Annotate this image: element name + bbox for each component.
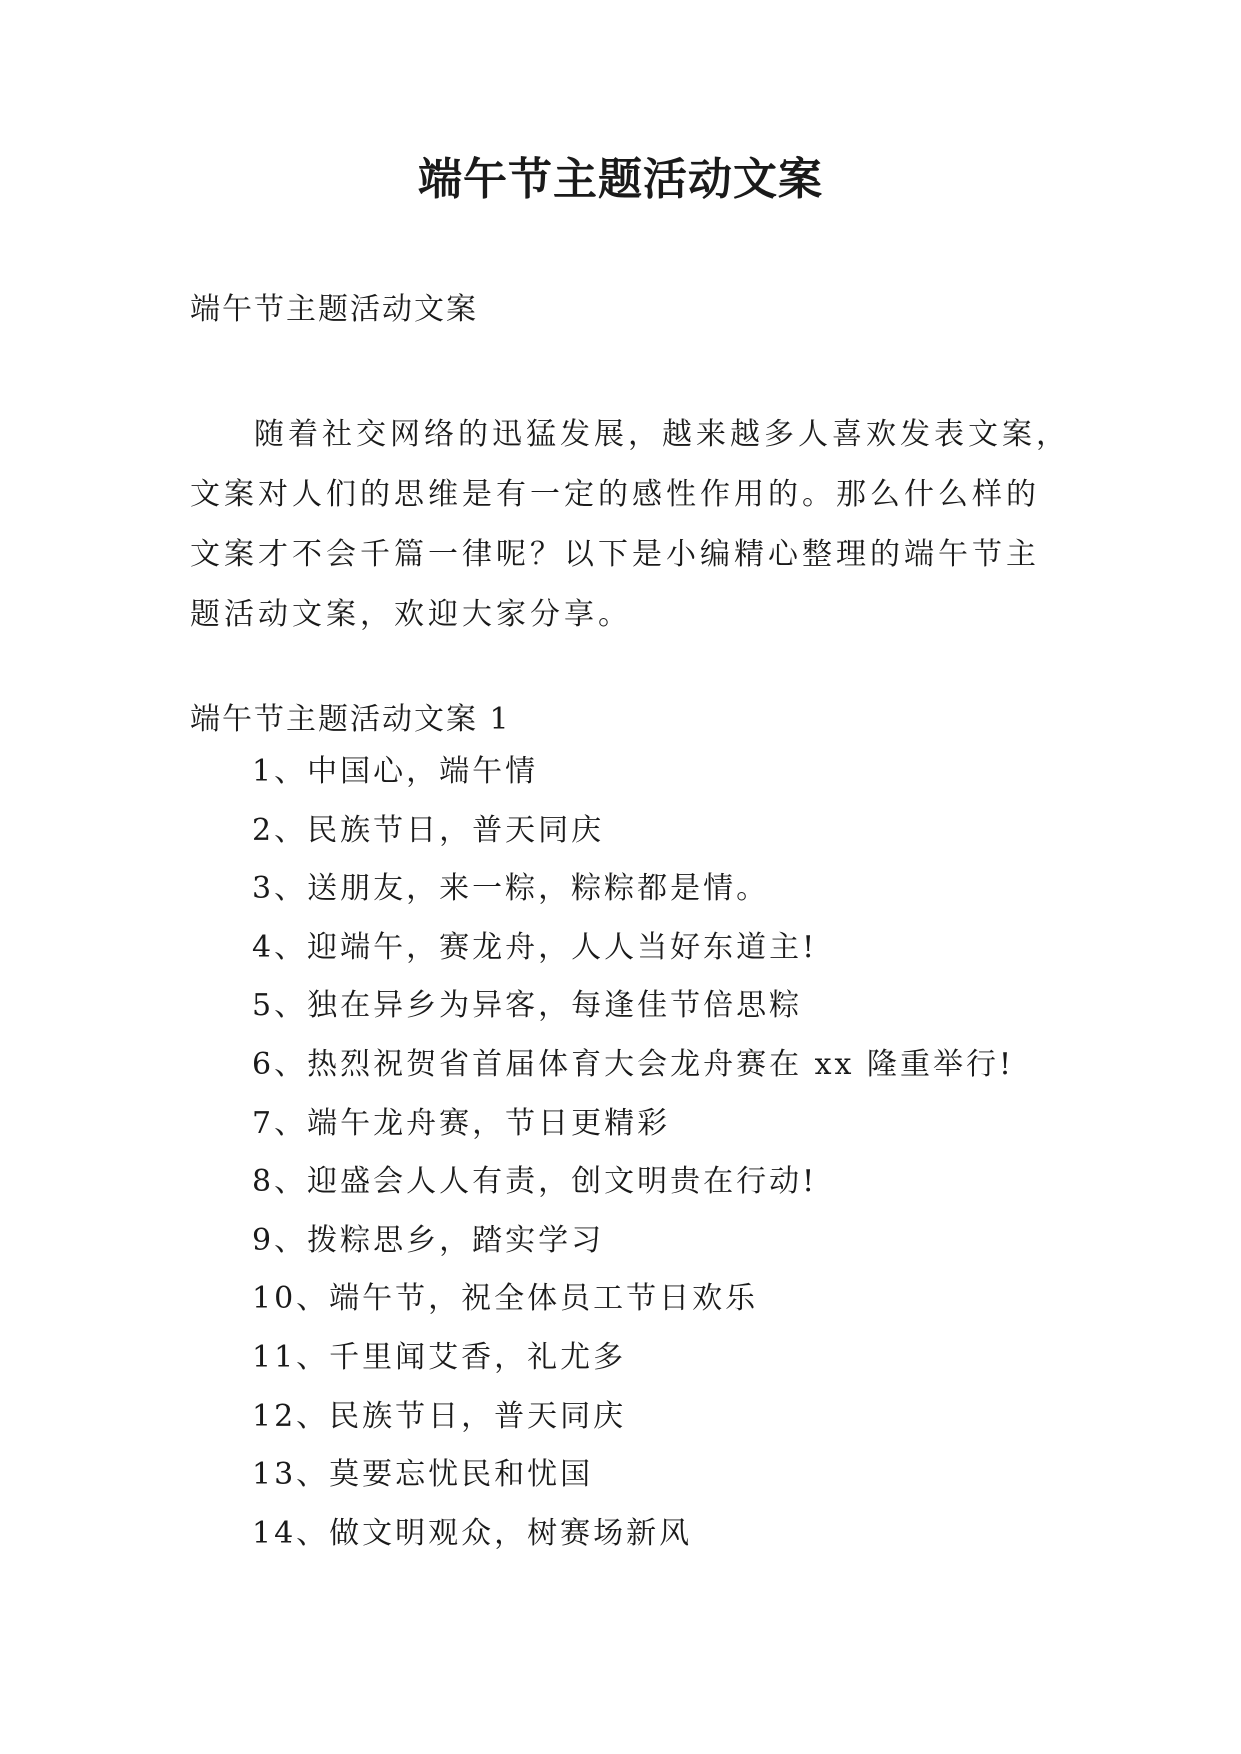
list-item: 13、莫要忘忧民和忧国 xyxy=(252,1457,594,1493)
list-item: 1、中国心，端午情 xyxy=(252,754,539,789)
list-item: 7、端午龙舟赛，节日更精彩 xyxy=(252,1105,671,1141)
list-item: 3、送朋友，来一粽，粽粽都是情。 xyxy=(252,871,770,907)
list-item: 5、独在异乡为异客，每逢佳节倍思粽 xyxy=(252,988,803,1024)
list-item: 8、迎盛会人人有责，创文明贵在行动! xyxy=(252,1164,818,1200)
section-heading: 端午节主题活动文案 1 xyxy=(190,702,511,737)
list-item: 10、端午节，祝全体员工节日欢乐 xyxy=(252,1281,759,1317)
list-item: 6、热烈祝贺省首届体育大会龙舟赛在 xx 隆重举行! xyxy=(252,1046,1015,1082)
document-subtitle: 端午节主题活动文案 xyxy=(190,292,478,327)
list-item: 4、迎端午，赛龙舟，人人当好东道主! xyxy=(252,929,818,965)
list-item: 12、民族节日，普天同庆 xyxy=(252,1398,627,1434)
list-item: 9、拨粽思乡，踏实学习 xyxy=(252,1222,605,1258)
list-item: 2、民族节日，普天同庆 xyxy=(252,812,605,848)
intro-paragraph: 随着社交网络的迅猛发展，越来越多人喜欢发表文案，文案对人们的思维是有一定的感性作用的。那么什么样的文案才不会千篇一律呢？以下是小编精心整理的端午节主题活动文案，欢迎大家分享。 xyxy=(190,417,1070,632)
slogan-list xyxy=(252,752,1014,1572)
document-title: 端午节主题活动文案 xyxy=(418,154,823,205)
list-item: 11、千里闻艾香，礼尤多 xyxy=(252,1339,627,1375)
list-item: 14、做文明观众，树赛场新风 xyxy=(252,1515,693,1551)
